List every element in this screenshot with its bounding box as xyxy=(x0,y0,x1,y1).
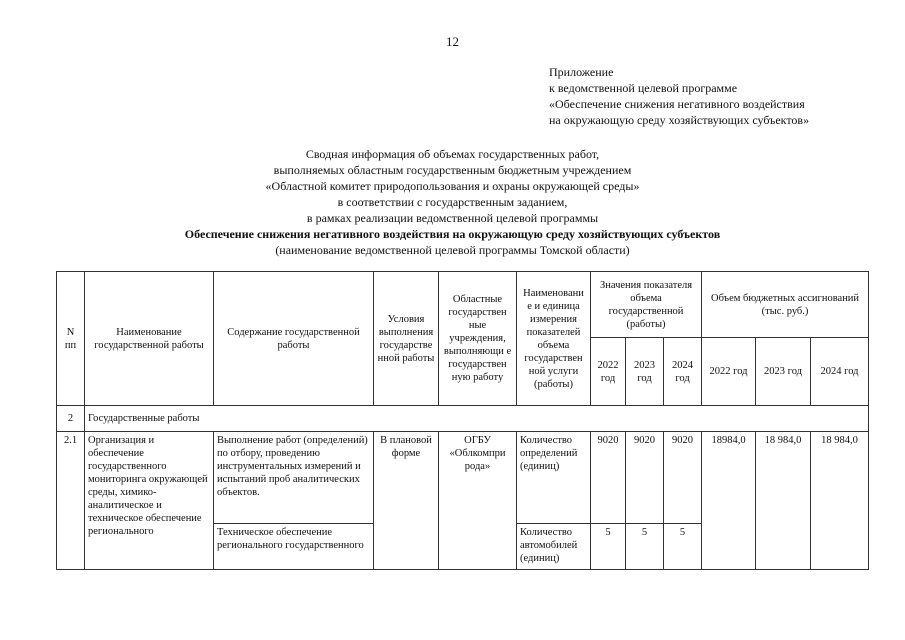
header-year: 2024 год xyxy=(811,338,869,406)
appendix-line: Приложение xyxy=(549,65,614,79)
row-budget: 18984,0 xyxy=(702,432,756,570)
summary-line: «Областной комитет природопользования и охраны окружающей среды» xyxy=(265,179,640,193)
section-num: 2 xyxy=(57,406,85,432)
appendix-line: к ведомственной целевой программе xyxy=(549,81,738,95)
appendix-note xyxy=(549,64,809,128)
row-value: 9020 xyxy=(591,432,626,524)
table-row xyxy=(57,432,869,524)
header-unit: Наименовани е и единица измерения показателей объема государствен ной услуги (работы) xyxy=(517,272,591,406)
row-value: 5 xyxy=(664,524,702,570)
header-institutions: Областные государствен ные учреждения, выполняющи е государствен ную работу xyxy=(439,272,517,406)
row-budget: 18 984,0 xyxy=(811,432,869,570)
header-num: N пп xyxy=(57,272,85,406)
header-year: 2022 год xyxy=(591,338,626,406)
row-content: Выполнение работ (определений) по отбору, проведению инструментальных измерений и испытаний проб аналитических объектов. xyxy=(214,432,374,524)
summary-line: Сводная информация об объемах государственных работ, xyxy=(305,147,600,161)
header-year: 2023 год xyxy=(626,338,664,406)
row-institution: ОГБУ «Облкомпри рода» xyxy=(439,432,517,570)
row-unit: Количество автомобилей (единиц) xyxy=(517,524,591,570)
header-year: 2022 год xyxy=(702,338,756,406)
row-unit: Количество определений (единиц) xyxy=(517,432,591,524)
row-work-name: Организация и обеспечение государственного мониторинга окружающей среды, химико-аналитическое и техническое обеспечение регионального xyxy=(85,432,214,570)
summary-line: в соответствии с государственным заданием, xyxy=(337,195,568,209)
appendix-line: «Обеспечение снижения негативного воздействия xyxy=(549,97,805,111)
row-conditions: В плановой форме xyxy=(374,432,439,570)
summary-line: в рамках реализации ведомственной целевой программы xyxy=(306,211,599,225)
summary-line: выполняемых областным государственным бюджетным учреждением xyxy=(273,163,632,177)
row-budget: 18 984,0 xyxy=(756,432,811,570)
row-value: 5 xyxy=(591,524,626,570)
header-year: 2023 год xyxy=(756,338,811,406)
row-content: Техническое обеспечение регионального государственного xyxy=(214,524,374,570)
row-value: 5 xyxy=(626,524,664,570)
header-year: 2024 год xyxy=(664,338,702,406)
section-label: Государственные работы xyxy=(85,406,869,432)
appendix-line: на окружающую среду хозяйствующих субъектов» xyxy=(549,113,810,127)
section-row xyxy=(57,406,869,432)
header-name: Наименование государственной работы xyxy=(85,272,214,406)
header-budget-group: Объем бюджетных ассигнований (тыс. руб.) xyxy=(702,272,869,338)
summary-heading xyxy=(0,146,905,258)
header-values-group: Значения показателя объема государственной (работы) xyxy=(591,272,702,338)
page-number: 12 xyxy=(446,34,459,49)
program-note: (наименование ведомственной целевой программы Томской области) xyxy=(275,243,630,257)
program-title: Обеспечение снижения негативного воздействия на окружающую среду хозяйствующих субъектов xyxy=(184,227,721,241)
row-num: 2.1 xyxy=(57,432,85,570)
header-content: Содержание государственной работы xyxy=(214,272,374,406)
works-table xyxy=(56,271,869,570)
header-conditions: Условия выполнения государстве нной работы xyxy=(374,272,439,406)
row-value: 9020 xyxy=(664,432,702,524)
row-value: 9020 xyxy=(626,432,664,524)
